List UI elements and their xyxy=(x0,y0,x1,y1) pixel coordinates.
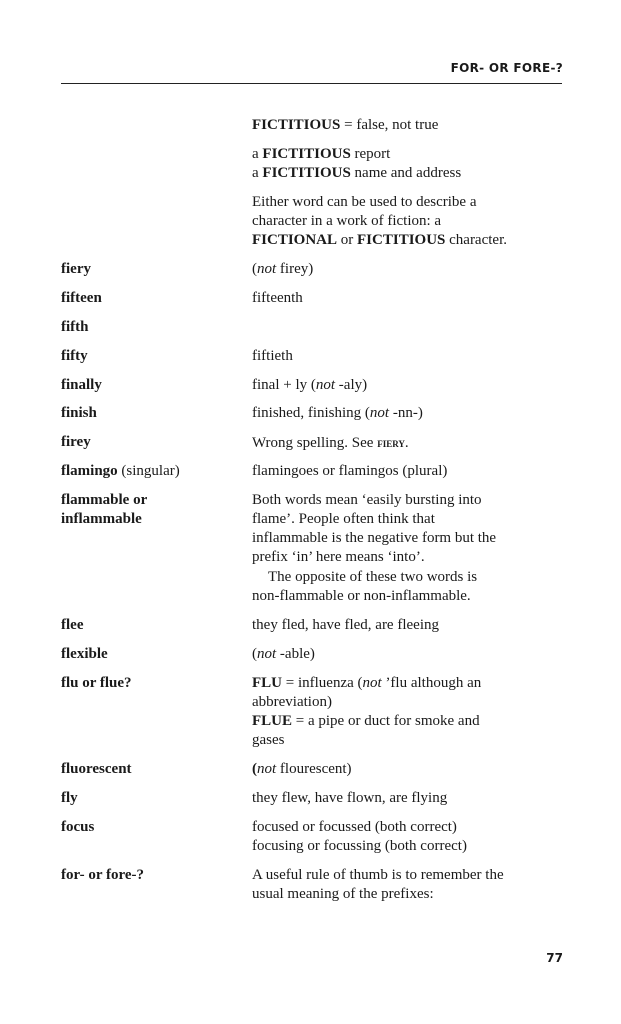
header-rule xyxy=(61,83,562,84)
entry-term-fluorescent: fluorescent xyxy=(61,761,132,777)
entry-term-finally: finally xyxy=(61,377,102,393)
fictitious-note-line-2: character in a work of fiction: a xyxy=(252,213,442,229)
entry-def-flue-line: FLUE = a pipe or duct for smoke and xyxy=(252,713,480,729)
fictitious-definition: FICTITIOUS = false, not true xyxy=(252,117,439,133)
entry-def-flamingo: flamingoes or flamingos (plural) xyxy=(252,463,448,479)
entry-def-fifty: fiftieth xyxy=(252,348,293,364)
entry-term-fifth: fifth xyxy=(61,319,89,335)
entry-def-flammable-line: flame’. People often think that xyxy=(252,511,435,527)
entry-def-flu-line: abbreviation) xyxy=(252,694,332,710)
entry-def-flammable-line: prefix ‘in’ here means ‘into’. xyxy=(252,549,425,565)
entry-term-flu: flu or flue? xyxy=(61,675,132,691)
running-header: FOR- OR FORE-? xyxy=(450,61,563,75)
entry-def-finally: final + ly (not -aly) xyxy=(252,377,368,393)
entry-term-flamingo: flamingo (singular) xyxy=(61,463,180,479)
entry-def-fluorescent: (not flourescent) xyxy=(252,761,352,777)
entry-def-flu-line: FLU = influenza (not ’flu although an xyxy=(252,675,482,691)
fictitious-note-line-3: FICTIONAL or FICTITIOUS character. xyxy=(252,232,507,248)
entry-def-flammable-line: The opposite of these two words is xyxy=(268,569,478,585)
fictitious-example-1: a FICTITIOUS report xyxy=(252,146,391,162)
entry-def-finish: finished, finishing (not -nn-) xyxy=(252,405,423,421)
entry-def-firey: Wrong spelling. See fiery. xyxy=(252,435,409,451)
entry-def-flee: they fled, have fled, are fleeing xyxy=(252,617,439,633)
entry-def-flammable-line: non-flammable or non-inflammable. xyxy=(252,588,471,604)
entry-def-flammable-line: Both words mean ‘easily bursting into xyxy=(252,492,482,508)
entry-def-flexible: (not -able) xyxy=(252,646,315,662)
entry-def-focus-line: focusing or focussing (both correct) xyxy=(252,838,467,854)
entry-def-for-or-fore-line: A useful rule of thumb is to remember the xyxy=(252,867,504,883)
entry-term-flexible: flexible xyxy=(61,646,108,662)
entry-def-fly: they flew, have flown, are flying xyxy=(252,790,448,806)
entry-term-focus: focus xyxy=(61,819,95,835)
entry-term-fly: fly xyxy=(61,790,78,806)
page-number: 77 xyxy=(546,951,563,965)
entry-def-flammable-line: inflammable is the negative form but the xyxy=(252,530,497,546)
entry-term-flee: flee xyxy=(61,617,84,633)
entry-term-for-or-fore: for- or fore-? xyxy=(61,867,145,883)
entry-term-inflammable: inflammable xyxy=(61,511,142,527)
cross-reference: fiery xyxy=(377,435,405,450)
entry-term-firey: firey xyxy=(61,434,91,450)
entry-term-fiery: fiery xyxy=(61,261,91,277)
entry-def-focus-line: focused or focussed (both correct) xyxy=(252,819,457,835)
entry-def-fifteen: fifteenth xyxy=(252,290,303,306)
entry-term-fifty: fifty xyxy=(61,348,88,364)
entry-term-fifteen: fifteen xyxy=(61,290,102,306)
entry-def-flue-line: gases xyxy=(252,732,285,748)
fictitious-note-line-1: Either word can be used to describe a xyxy=(252,194,477,210)
entry-term-finish: finish xyxy=(61,405,97,421)
entry-term-flammable: flammable or xyxy=(61,492,148,508)
fictitious-example-2: a FICTITIOUS name and address xyxy=(252,165,462,181)
entry-def-for-or-fore-line: usual meaning of the prefixes: xyxy=(252,886,434,902)
entry-def-fiery: (not firey) xyxy=(252,261,314,277)
